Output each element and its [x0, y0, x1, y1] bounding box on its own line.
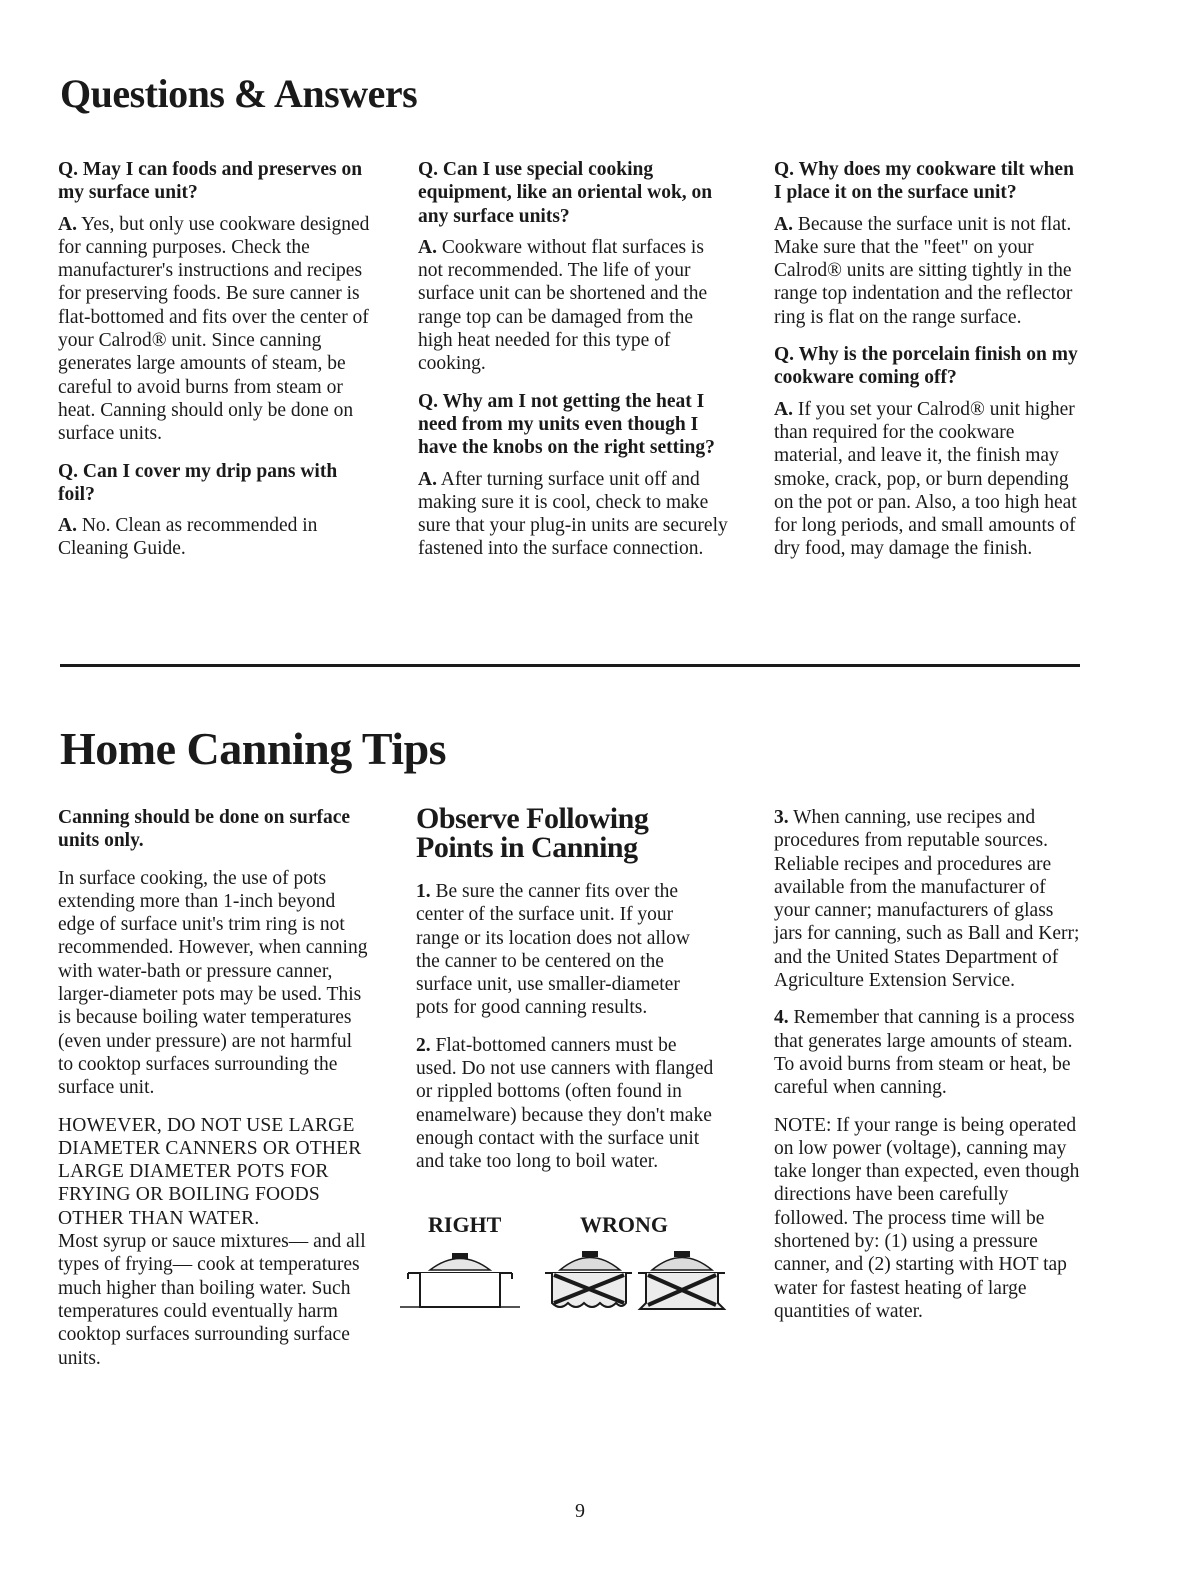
- paragraph: In surface cooking, the use of pots extending more than 1-inch beyond edge of surface unit's trim ring is not recommended. However, when canning with water-bath or pressure canner, larger-diameter pots may be used. This is because boiling water temperatures (even under pressure) are not harmful to cooktop surfaces surrounding the surface unit.: [58, 867, 368, 1099]
- canning-point-3: 3. When canning, use recipes and procedures from reputable sources. Reliable recipes and procedures are available from the manufacturer of your canner; manufacturers of glass jars for canning, such as Ball and Kerr; and the United States Department of Agriculture Extension Service.: [774, 807, 1080, 992]
- qa-column-1: [58, 158, 376, 575]
- answer: A. After turning surface unit off and making sure it is cool, check to make sure that your plug-in units are securely fastened into the surface connection.: [418, 468, 728, 560]
- canning-point-2: 2. Flat-bottomed canners must be used. Do not use canners with flanged or rippled bottoms (often found in enamelware) because they don't make enough contact with the surface unit and take too long to boil water.: [416, 1034, 714, 1173]
- answer: A. Yes, but only use cookware designed for canning purposes. Check the manufacturer's instructions and recipes for preserving foods. Be sure canner is flat-bottomed and fits over the center of your Calrod® unit. Since canning generates large amounts of steam, be careful to avoid burns from steam or heat. Canning should only be done on surface units.: [58, 213, 370, 445]
- canning-lead: Canning should be done on surface units only.: [58, 807, 351, 852]
- canning-column-1: [58, 806, 368, 1384]
- wrong-label: WRONG: [580, 1212, 668, 1237]
- question: Q. Why is the porcelain finish on my cookware coming off?: [774, 344, 1078, 389]
- qa-column-3: [774, 158, 1086, 575]
- canning-section-title: Home Canning Tips: [60, 723, 447, 774]
- canning-note: NOTE: If your range is being operated on low power (voltage), canning may take longer than expected, even though directions have been carefully followed. The process time will be shortened by: (1) using a pressure canner, and (2) starting with HOT tap water for fastest heating of large quantities of water.: [774, 1114, 1080, 1322]
- question: Q. May I can foods and preserves on my surface unit?: [58, 159, 363, 204]
- section-divider: [60, 664, 1080, 667]
- paragraph: Most syrup or sauce mixtures— and all types of frying— cook at temperatures much higher than boiling water. Such temperatures could eventually harm cooktop surfaces surrounding surface units.: [58, 1231, 366, 1369]
- question: Q. Why am I not getting the heat I need from my units even though I have the knobs on the right setting?: [418, 390, 715, 459]
- qa-column-2: [418, 158, 728, 575]
- answer: A. If you set your Calrod® unit higher than required for the cookware material, and leave it, the finish may smoke, crack, pop, or burn depending on the pot or pan. Also, a too high heat for long periods, and small amounts of dry food, may damage the finish.: [774, 398, 1077, 560]
- question: Q. Why does my cookware tilt when I place it on the surface unit?: [774, 159, 1074, 204]
- canning-subheading: Observe Following Points in Canning: [416, 802, 649, 864]
- right-label: RIGHT: [428, 1212, 502, 1237]
- qa-section-title: Questions & Answers: [60, 71, 418, 116]
- answer: A. No. Clean as recommended in Cleaning Guide.: [58, 515, 318, 560]
- canning-point-4: 4. Remember that canning is a process that generates large amounts of steam. To avoid burns from steam or heat, be careful when canning.: [774, 1007, 1075, 1099]
- answer: A. Cookware without flat surfaces is not recommended. The life of your surface unit can be shortened and the range top can be damaged from the high heat needed for this type of cooking.: [418, 236, 708, 375]
- question: Q. Can I cover my drip pans with foil?: [58, 460, 338, 505]
- wrong-rippled-pot-icon: [545, 1251, 632, 1307]
- canner-diagram: [400, 1245, 730, 1315]
- warning-text: HOWEVER, DO NOT USE LARGE DIAMETER CANNERS OR OTHER LARGE DIAMETER POTS FOR FRYING OR BOILING FOODS OTHER THAN WATER.: [58, 1114, 362, 1229]
- canning-column-3: [774, 806, 1086, 1337]
- canning-column-2: [416, 804, 716, 1188]
- wrong-flanged-pot-icon: [638, 1251, 725, 1309]
- right-pot-icon: [400, 1253, 520, 1307]
- canning-point-1: 1. Be sure the canner fits over the center of the surface unit. If your range or its location does not allow the canner to be centered on the surface unit, use smaller-diameter pots for good canning results.: [416, 881, 691, 1019]
- answer: A. Because the surface unit is not flat. Make sure that the "feet" on your Calrod® units are sitting tightly in the range top indentation and the reflector ring is flat on the range surface.: [774, 213, 1073, 328]
- question: Q. Can I use special cooking equipment, like an oriental wok, on any surface units?: [418, 159, 713, 227]
- page-number: 9: [575, 1500, 585, 1522]
